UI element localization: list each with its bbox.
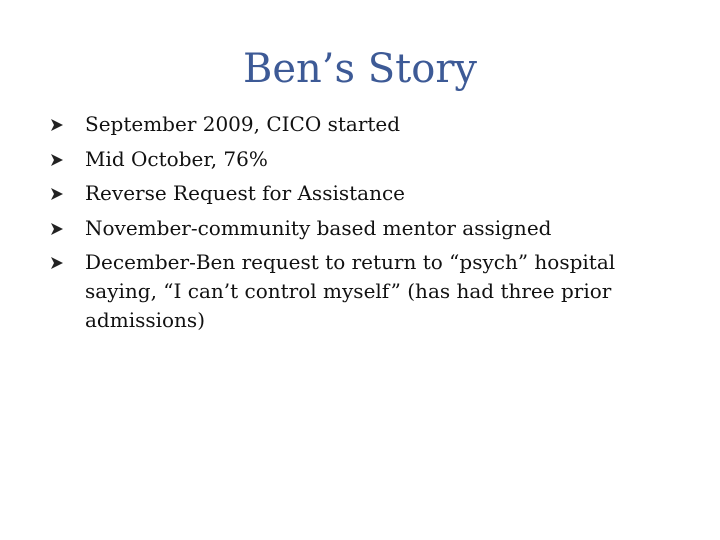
bullet-text: Reverse Request for Assistance xyxy=(85,181,405,206)
bullet-text: December-Ben request to return to “psych” hospital saying, “I can’t control myself” (has had three prior admissions) xyxy=(85,250,616,333)
arrowhead-bullet-icon xyxy=(50,256,64,270)
bullet-item xyxy=(50,145,690,174)
bullet-text: Mid October, 76% xyxy=(85,146,268,171)
arrowhead-bullet-icon xyxy=(50,222,64,236)
bullet-text: September 2009, CICO started xyxy=(85,112,401,136)
arrowhead-bullet-icon xyxy=(50,187,64,201)
slide-title: Ben’s Story xyxy=(242,46,478,92)
bullet-item xyxy=(50,179,690,208)
bullet-text: November-community based mentor assigned xyxy=(85,215,552,240)
bullet-item xyxy=(50,214,690,243)
bullet-item xyxy=(50,248,690,335)
arrowhead-bullet-icon xyxy=(50,118,64,132)
bullet-item xyxy=(50,110,690,139)
bullet-list xyxy=(50,110,690,341)
arrowhead-bullet-icon xyxy=(50,153,64,167)
